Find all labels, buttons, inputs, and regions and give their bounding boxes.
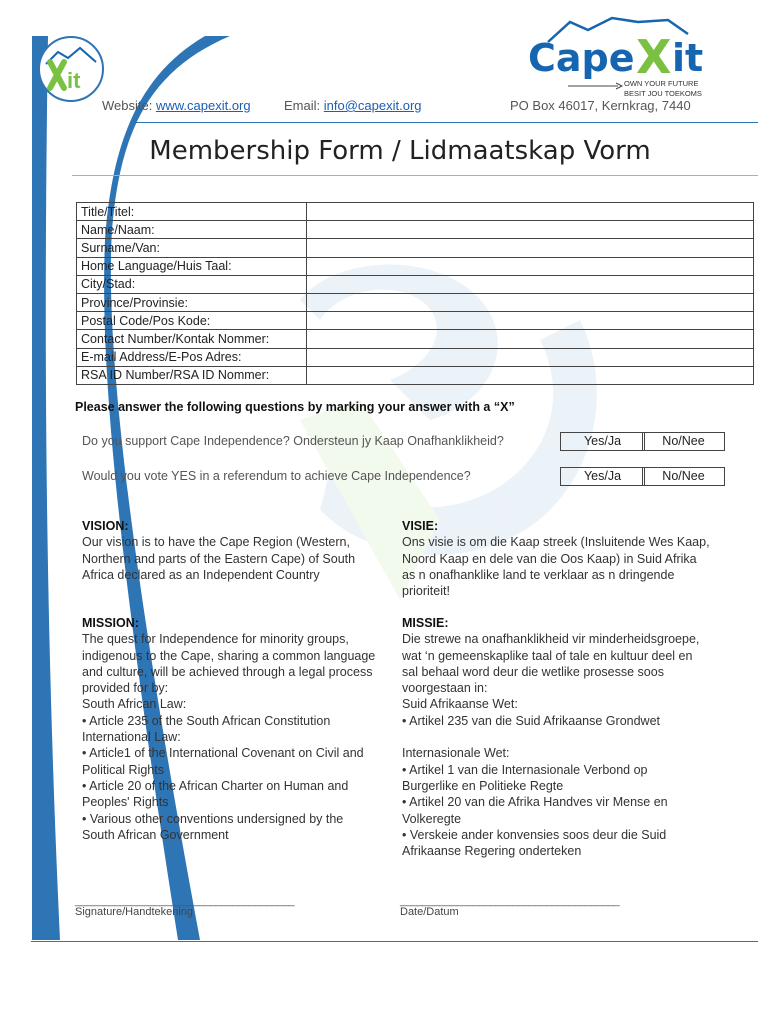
field-input[interactable] — [307, 257, 754, 275]
field-row — [77, 257, 754, 275]
vision-line: Africa declared as an Independent Country — [82, 567, 320, 582]
brand-cape: Cape — [528, 36, 635, 80]
vision-line: Northern and parts of the Eastern Cape) of South — [82, 551, 356, 566]
mission-line: International Law: — [82, 730, 181, 745]
tagline-english: OWN YOUR FUTURE — [624, 79, 699, 88]
missie-line: voorgestaan in: — [402, 681, 488, 696]
field-row — [77, 221, 754, 239]
question-referendum: Would you vote YES in a referendum to achieve Cape Independence? — [82, 469, 471, 483]
visie-heading: VISIE: — [402, 519, 439, 533]
vision-heading: VISION: — [82, 519, 129, 533]
missie-line: Suid Afrikaanse Wet: — [402, 697, 518, 712]
title-rule — [72, 175, 758, 176]
field-row — [77, 366, 754, 384]
field-input[interactable] — [307, 221, 754, 239]
mission-line: South African Law: — [82, 697, 187, 712]
field-row — [77, 330, 754, 348]
field-label: RSA ID Number/RSA ID Nommer: — [77, 366, 307, 384]
field-label: Title/Titel: — [77, 203, 307, 221]
mission-line: Political Rights — [82, 762, 164, 777]
page-title: Membership Form / Lidmaatskap Vorm — [149, 136, 651, 166]
field-label: Surname/Van: — [77, 239, 307, 257]
missie-line: Afrikaanse Regering onderteken — [402, 844, 582, 859]
field-label: E-mail Address/E-Pos Adres: — [77, 348, 307, 366]
email-contact — [284, 98, 422, 113]
field-label: City/Stad: — [77, 275, 307, 293]
email-label: Email: — [284, 98, 321, 113]
missie-line: Internasionale Wet: — [402, 746, 510, 761]
field-row — [77, 312, 754, 330]
mission-line: • Article 235 of the South African Constitution — [82, 713, 331, 728]
capexit-logo — [528, 16, 718, 100]
date-line[interactable]: _______________________________________ — [400, 895, 620, 907]
missie-line: Burgerlike en Politieke Regte — [402, 778, 564, 793]
missie-heading: MISSIE: — [402, 616, 449, 630]
field-input[interactable] — [307, 330, 754, 348]
field-row — [77, 348, 754, 366]
field-label: Contact Number/Kontak Nommer: — [77, 330, 307, 348]
mission-line: Peoples' Rights — [82, 795, 169, 810]
visie-line: Noord Kaap en dele van die Oos Kaap) in Suid Afrika — [402, 551, 697, 566]
answer-no-support[interactable]: No/Nee — [642, 432, 725, 451]
field-input[interactable] — [307, 239, 754, 257]
missie-line: sal behaal word deur die wetlike prosesse soos — [402, 664, 664, 679]
tagline-afrikaans: BESIT JOU TOEKOMS — [624, 89, 702, 98]
missie-section — [402, 615, 742, 859]
answer-yes-support[interactable]: Yes/Ja — [560, 432, 645, 451]
missie-line: Die strewe na onafhanklikheid vir minderheidsgroepe, — [402, 632, 700, 647]
missie-line — [402, 729, 742, 745]
answer-no-referendum[interactable]: No/Nee — [642, 467, 725, 486]
vision-section — [82, 518, 387, 583]
visie-section — [402, 518, 742, 599]
missie-line: Volkeregte — [402, 811, 462, 826]
website-label: Website: — [102, 98, 153, 113]
field-input[interactable] — [307, 312, 754, 330]
member-details-table — [76, 202, 754, 385]
brand-it: it — [672, 36, 704, 80]
field-input[interactable] — [307, 275, 754, 293]
missie-line: • Artikel 235 van die Suid Afrikaanse Grondwet — [402, 713, 660, 728]
visie-line: prioriteit! — [402, 584, 450, 599]
arrow-line-icon — [568, 82, 624, 90]
header-rule — [136, 122, 758, 123]
mission-section — [82, 615, 387, 843]
small-logo — [36, 34, 106, 104]
small-logo-text: it — [67, 68, 81, 93]
field-input[interactable] — [307, 366, 754, 384]
vision-line: Our vision is to have the Cape Region (Western, — [82, 535, 350, 550]
field-input[interactable] — [307, 293, 754, 311]
visie-line: Ons visie is om die Kaap streek (Insluitende Wes Kaap, — [402, 535, 710, 550]
mission-line: provided for by: — [82, 681, 169, 696]
signature-label: Signature/Handtekening — [75, 906, 194, 918]
mission-line: • Various other conventions undersigned by the — [82, 811, 344, 826]
brand-x: X — [636, 30, 672, 84]
missie-line: wat ‘n gemeenskaplike taal of tale en kultuur deel en — [402, 648, 693, 663]
mission-line: • Article1 of the International Covenant on Civil and — [82, 746, 364, 761]
mission-line: South African Government — [82, 827, 229, 842]
missie-line: • Artikel 1 van die Internasionale Verbond op — [402, 762, 648, 777]
answer-yes-referendum[interactable]: Yes/Ja — [560, 467, 645, 486]
visie-line: as n onafhanklike land te verklaar as n dringende — [402, 567, 675, 582]
field-label: Postal Code/Pos Kode: — [77, 312, 307, 330]
signature-line[interactable]: _______________________________________ — [75, 895, 295, 907]
website-contact — [102, 98, 251, 113]
postal-address: PO Box 46017, Kernkrag, 7440 — [510, 98, 691, 113]
mission-heading: MISSION: — [82, 616, 139, 630]
missie-line: • Verskeie ander konvensies soos deur die Suid — [402, 827, 667, 842]
email-link[interactable]: info@capexit.org — [323, 98, 422, 113]
question-support: Do you support Cape Independence? Ondersteun jy Kaap Onafhanklikheid? — [82, 434, 504, 448]
field-row — [77, 275, 754, 293]
mission-line: • Article 20 of the African Charter on Human and — [82, 778, 349, 793]
website-link[interactable]: www.capexit.org — [155, 98, 251, 113]
footer-rule — [31, 941, 758, 942]
instructions: Please answer the following questions by marking your answer with a “X” — [75, 400, 515, 414]
mission-line: and culture, will be achieved through a legal process — [82, 664, 373, 679]
missie-line: • Artikel 20 van die Afrika Handves vir Mense en — [402, 795, 668, 810]
field-input[interactable] — [307, 203, 754, 221]
field-row — [77, 203, 754, 221]
field-row — [77, 239, 754, 257]
field-label: Home Language/Huis Taal: — [77, 257, 307, 275]
mission-line: indigenous to the Cape, sharing a common language — [82, 648, 376, 663]
field-row — [77, 293, 754, 311]
mission-line: The quest for Independence for minority groups, — [82, 632, 349, 647]
field-input[interactable] — [307, 348, 754, 366]
field-label: Name/Naam: — [77, 221, 307, 239]
field-label: Province/Provinsie: — [77, 293, 307, 311]
date-label: Date/Datum — [400, 906, 459, 918]
